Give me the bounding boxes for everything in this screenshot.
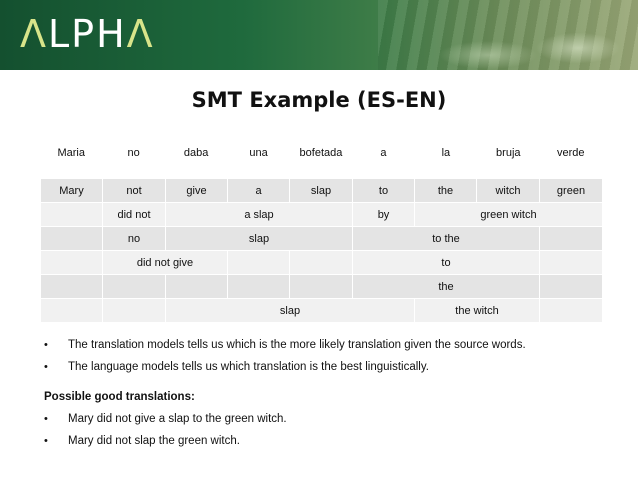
alignment-cell [540,299,603,323]
alignment-cell: did not give [103,251,228,275]
header-banner [0,0,638,70]
alignment-cell: the [415,179,477,203]
alignment-row [41,203,603,227]
alignment-cell: Mary [41,179,103,203]
alignment-cell: to the [353,227,540,251]
alignment-cell: give [166,179,228,203]
good-translations-heading: Possible good translations: [44,391,195,403]
slide-title: SMT Example (ES-EN) [191,88,447,112]
bullet-icon: • [44,361,48,373]
alpha-logo [20,12,155,56]
note-text: The translation models tells us which is the more likely translation given the source words. [68,339,526,351]
alignment-cell [228,251,290,275]
translation-text: Mary did not slap the green witch. [68,435,240,447]
alignment-cell: no [103,227,166,251]
alignment-row [41,275,603,299]
alignment-row [41,227,603,251]
alignment-cell [41,203,103,227]
alignment-cell: not [103,179,166,203]
alignment-cell: to [353,251,540,275]
alignment-cell [540,227,603,251]
source-word: la [441,147,451,159]
source-word: a [380,147,387,159]
alignment-cell: a [228,179,290,203]
source-word: una [249,147,268,159]
alignment-cell: a slap [166,203,353,227]
alignment-cell: the [353,275,540,299]
alignment-cell [103,299,166,323]
alignment-cell: witch [477,179,540,203]
alignment-cell: by [353,203,415,227]
alignment-row [41,179,603,203]
translation-text: Mary did not give a slap to the green witch. [68,413,287,425]
logo-letter-a1: Λ [20,12,48,56]
alignment-cell: to [353,179,415,203]
alignment-cell [41,275,103,299]
banner-keyboard-photo [378,0,638,70]
logo-letter-a2: Λ [126,12,155,56]
source-word: no [127,147,140,159]
bullet-icon: • [44,435,48,447]
source-word: verde [556,147,585,159]
note-item [44,356,624,378]
alignment-cell: did not [103,203,166,227]
source-sentence-row [40,138,602,168]
logo-letters-lph: LPH [48,12,127,56]
alignment-cell: slap [166,227,353,251]
alignment-cell [540,251,603,275]
alignment-cell [166,275,228,299]
alignment-cell: slap [166,299,415,323]
alignment-cell: green witch [415,203,603,227]
alignment-cell: slap [290,179,353,203]
alignment-cell [41,299,103,323]
translation-item [44,430,624,452]
note-item [44,334,624,356]
alignment-cell [540,275,603,299]
alignment-row [41,251,603,275]
source-word: daba [183,147,209,159]
note-text: The language models tells us which translation is the best linguistically. [68,361,429,373]
alignment-cell [41,251,103,275]
alignment-cell: green [540,179,603,203]
alignment-table [40,178,603,323]
bullet-icon: • [44,413,48,425]
alignment-row [41,299,603,323]
translation-item [44,408,624,430]
alignment-cell [103,275,166,299]
alignment-cell: the witch [415,299,540,323]
source-word: Maria [57,147,85,159]
source-word: bruja [496,147,521,159]
notes-section [44,334,624,452]
alignment-cell [228,275,290,299]
source-word: bofetada [299,147,343,159]
bullet-icon: • [44,339,48,351]
alignment-cell [290,251,353,275]
alignment-cell [290,275,353,299]
alignment-cell [41,227,103,251]
